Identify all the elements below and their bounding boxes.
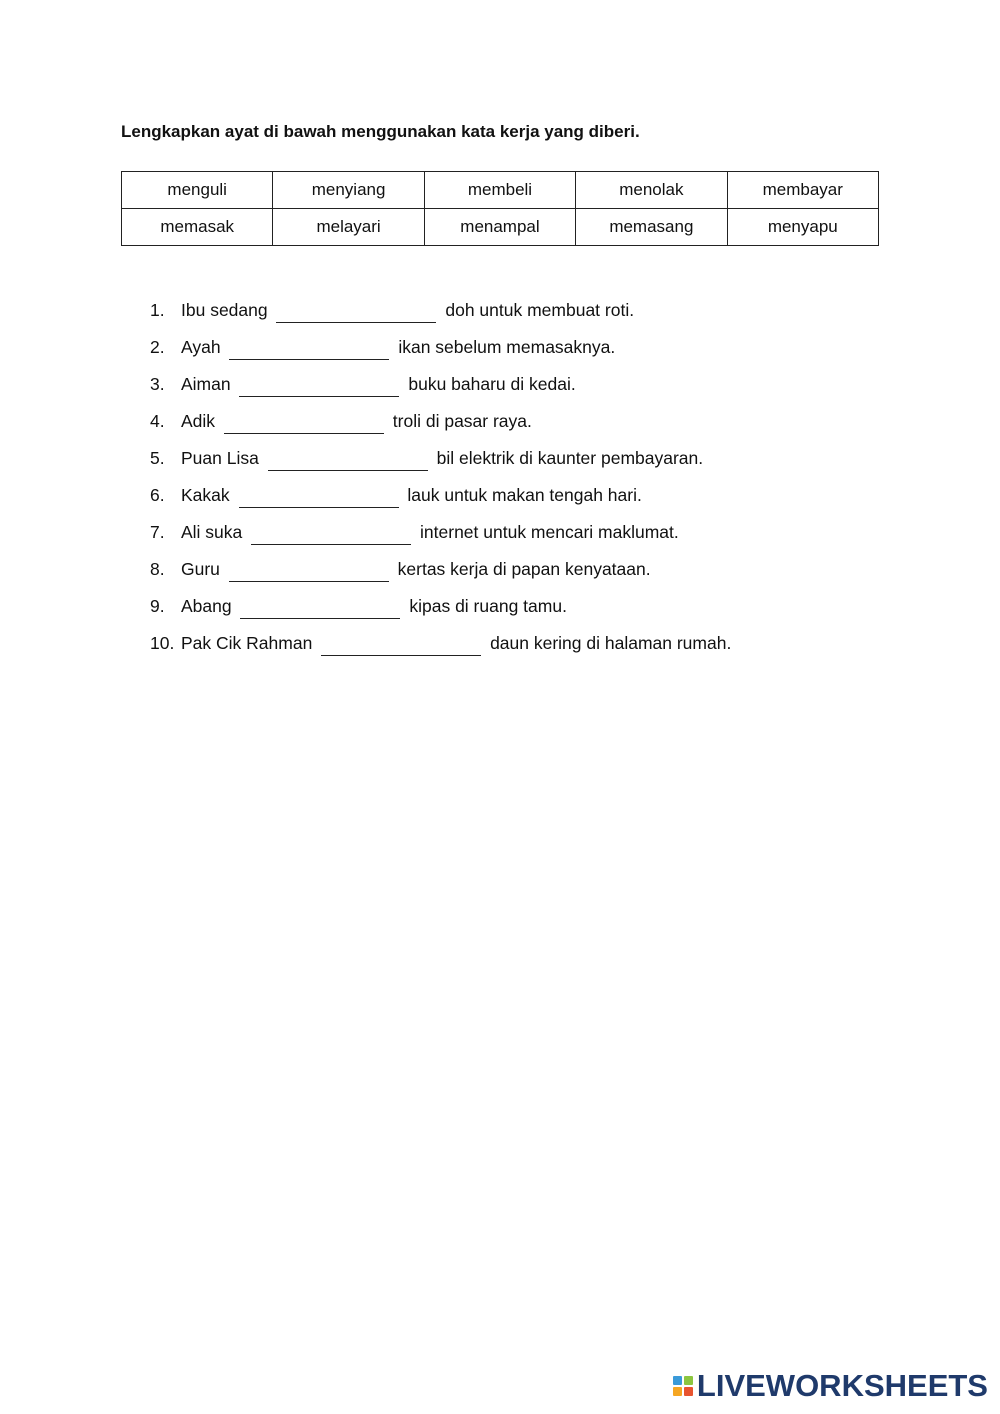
question-item bbox=[150, 557, 731, 594]
question-item bbox=[150, 520, 731, 557]
question-item bbox=[150, 372, 731, 409]
question-text-after: doh untuk membuat roti. bbox=[445, 300, 635, 320]
question-number: 7. bbox=[150, 522, 165, 542]
question-number: 3. bbox=[150, 374, 165, 394]
question-item bbox=[150, 409, 731, 446]
question-text-after: ikan sebelum memasaknya. bbox=[398, 337, 616, 357]
question-item bbox=[150, 594, 731, 631]
word-bank-cell: melayari bbox=[273, 209, 424, 246]
question-text-before: Pak Cik Rahman bbox=[181, 633, 313, 653]
question-text-after: kertas kerja di papan kenyataan. bbox=[397, 559, 651, 579]
logo-squares-icon bbox=[673, 1376, 693, 1396]
question-item bbox=[150, 483, 731, 520]
question-number: 6. bbox=[150, 485, 165, 505]
question-text-before: Guru bbox=[181, 559, 220, 579]
question-list bbox=[150, 298, 731, 668]
answer-input-1[interactable] bbox=[276, 302, 436, 323]
question-number: 10. bbox=[150, 633, 175, 653]
question-item bbox=[150, 335, 731, 372]
question-number: 5. bbox=[150, 448, 165, 468]
question-text-before: Aiman bbox=[181, 374, 231, 394]
question-item bbox=[150, 298, 731, 335]
question-text-after: kipas di ruang tamu. bbox=[409, 596, 567, 616]
logo-text: LIVEWORKSHEETS bbox=[696, 1368, 988, 1403]
question-item bbox=[150, 631, 731, 668]
answer-input-8[interactable] bbox=[229, 561, 389, 582]
question-text-before: Ayah bbox=[181, 337, 221, 357]
question-text-before: Kakak bbox=[181, 485, 230, 505]
answer-input-7[interactable] bbox=[251, 524, 411, 545]
liveworksheets-logo bbox=[673, 1368, 988, 1404]
word-bank-cell: menampal bbox=[424, 209, 575, 246]
question-text-after: buku baharu di kedai. bbox=[408, 374, 576, 394]
word-bank-cell: membayar bbox=[727, 172, 878, 209]
answer-input-3[interactable] bbox=[239, 376, 399, 397]
word-bank-table bbox=[121, 171, 879, 246]
word-bank-cell: membeli bbox=[424, 172, 575, 209]
logo-square bbox=[684, 1387, 693, 1396]
question-text-before: Puan Lisa bbox=[181, 448, 259, 468]
question-text-before: Abang bbox=[181, 596, 232, 616]
question-text-after: bil elektrik di kaunter pembayaran. bbox=[436, 448, 704, 468]
answer-input-6[interactable] bbox=[239, 487, 399, 508]
logo-square bbox=[673, 1376, 682, 1385]
word-bank-cell: menyiang bbox=[273, 172, 424, 209]
question-text-after: daun kering di halaman rumah. bbox=[490, 633, 732, 653]
question-item bbox=[150, 446, 731, 483]
question-text-after: internet untuk mencari maklumat. bbox=[420, 522, 679, 542]
question-number: 8. bbox=[150, 559, 165, 579]
word-bank-row bbox=[122, 209, 879, 246]
question-text-after: lauk untuk makan tengah hari. bbox=[407, 485, 642, 505]
question-number: 1. bbox=[150, 300, 165, 320]
question-number: 2. bbox=[150, 337, 165, 357]
answer-input-9[interactable] bbox=[240, 598, 400, 619]
question-text-before: Ali suka bbox=[181, 522, 243, 542]
word-bank-cell: memasak bbox=[122, 209, 273, 246]
word-bank-cell: menguli bbox=[122, 172, 273, 209]
answer-input-10[interactable] bbox=[321, 635, 481, 656]
logo-square bbox=[673, 1387, 682, 1396]
word-bank-cell: menolak bbox=[576, 172, 727, 209]
answer-input-4[interactable] bbox=[224, 413, 384, 434]
question-number: 9. bbox=[150, 596, 165, 616]
word-bank-cell: menyapu bbox=[727, 209, 878, 246]
word-bank-cell: memasang bbox=[576, 209, 727, 246]
instruction-heading: Lengkapkan ayat di bawah menggunakan kata kerja yang diberi. bbox=[121, 122, 640, 141]
question-number: 4. bbox=[150, 411, 165, 431]
answer-input-5[interactable] bbox=[268, 450, 428, 471]
question-text-before: Adik bbox=[181, 411, 216, 431]
question-text-before: Ibu sedang bbox=[181, 300, 268, 320]
answer-input-2[interactable] bbox=[229, 339, 389, 360]
logo-square bbox=[684, 1376, 693, 1385]
question-text-after: troli di pasar raya. bbox=[392, 411, 532, 431]
word-bank-row bbox=[122, 172, 879, 209]
